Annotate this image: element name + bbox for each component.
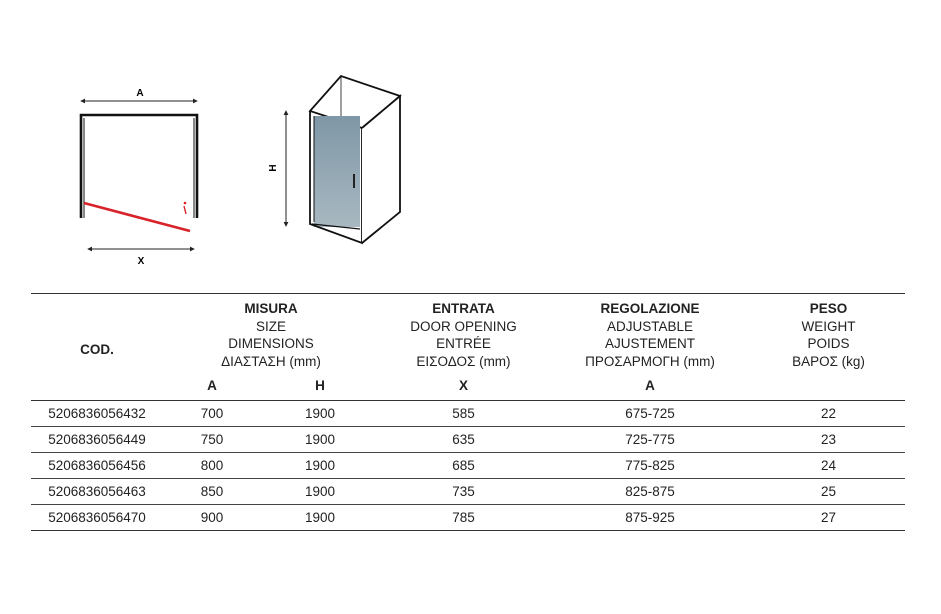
size-header-title: MISURA xyxy=(244,301,298,316)
cell-adjust: 675-725 xyxy=(548,401,752,427)
weight-header-line: ΒΑΡΟΣ (kg) xyxy=(792,353,865,369)
cell-x: 735 xyxy=(379,479,548,505)
weight-header xyxy=(752,294,905,371)
plan-door-handle xyxy=(184,206,186,214)
cell-adjust: 725-775 xyxy=(548,427,752,453)
cell-cod: 5206836056456 xyxy=(31,453,163,479)
size-header-line: ΔΙΑΣΤΑΣΗ (mm) xyxy=(221,353,321,369)
technical-diagram xyxy=(0,0,941,290)
size-header-line: DIMENSIONS xyxy=(228,336,314,351)
adjust-header-line: ΠΡΟΣΑΡΜΟΓΗ (mm) xyxy=(585,353,715,369)
subheader-weight-empty xyxy=(752,370,905,401)
size-header-line: SIZE xyxy=(255,318,286,334)
entrance-header-line: DOOR OPENING xyxy=(410,318,517,334)
cod-header: COD. xyxy=(31,294,163,401)
adjust-header-line: AJUSTEMENT xyxy=(604,336,695,351)
adjust-header-title: REGOLAZIONE xyxy=(600,301,700,316)
plan-width-label: A xyxy=(136,88,144,99)
table-row xyxy=(31,505,905,531)
table-row xyxy=(31,427,905,453)
weight-header-line: WEIGHT xyxy=(801,318,856,334)
cell-weight: 23 xyxy=(752,427,905,453)
elevation-view xyxy=(268,76,400,243)
cell-cod: 5206836056432 xyxy=(31,401,163,427)
plan-door-panel xyxy=(84,203,190,231)
cell-adjust: 825-875 xyxy=(548,479,752,505)
plan-view xyxy=(81,88,197,267)
cell-x: 585 xyxy=(379,401,548,427)
entrance-header-line: ΕΙΣΟΔΟΣ (mm) xyxy=(416,353,511,369)
cell-x: 785 xyxy=(379,505,548,531)
cell-x: 685 xyxy=(379,453,548,479)
entrance-header xyxy=(379,294,548,371)
plan-enclosure-walls xyxy=(81,115,197,218)
cell-h: 1900 xyxy=(261,427,379,453)
cell-a: 700 xyxy=(163,401,261,427)
table-row xyxy=(31,479,905,505)
cell-a: 800 xyxy=(163,453,261,479)
cell-adjust: 775-825 xyxy=(548,453,752,479)
cell-cod: 5206836056463 xyxy=(31,479,163,505)
entrance-header-title: ENTRATA xyxy=(432,301,495,316)
cell-h: 1900 xyxy=(261,505,379,531)
table-header-row xyxy=(31,294,905,371)
weight-header-title: PESO xyxy=(809,301,848,316)
cell-adjust: 875-925 xyxy=(548,505,752,531)
cell-a: 850 xyxy=(163,479,261,505)
cell-a: 750 xyxy=(163,427,261,453)
entrance-header-line: ENTRÉE xyxy=(436,336,491,351)
size-header xyxy=(163,294,379,371)
adjust-header-line: ADJUSTABLE xyxy=(606,318,694,334)
plan-opening-label: X xyxy=(137,256,145,267)
plan-hinge xyxy=(184,202,187,205)
subheader-a: A xyxy=(163,370,261,401)
cell-h: 1900 xyxy=(261,401,379,427)
cell-a: 900 xyxy=(163,505,261,531)
elevation-height-label: H xyxy=(268,164,279,172)
subheader-x: X xyxy=(379,370,548,401)
cell-weight: 25 xyxy=(752,479,905,505)
weight-header-line: POIDS xyxy=(807,336,850,351)
door-glass-panel xyxy=(314,116,360,227)
subheader-adjust-a: A xyxy=(548,370,752,401)
cell-weight: 22 xyxy=(752,401,905,427)
cell-h: 1900 xyxy=(261,453,379,479)
cell-cod: 5206836056470 xyxy=(31,505,163,531)
cell-weight: 24 xyxy=(752,453,905,479)
cell-h: 1900 xyxy=(261,479,379,505)
table-subheader-row xyxy=(31,370,905,401)
specification-table xyxy=(31,293,905,531)
adjust-header xyxy=(548,294,752,371)
cell-weight: 27 xyxy=(752,505,905,531)
table-row xyxy=(31,401,905,427)
cell-cod: 5206836056449 xyxy=(31,427,163,453)
table-row xyxy=(31,453,905,479)
cell-x: 635 xyxy=(379,427,548,453)
subheader-h: H xyxy=(261,370,379,401)
